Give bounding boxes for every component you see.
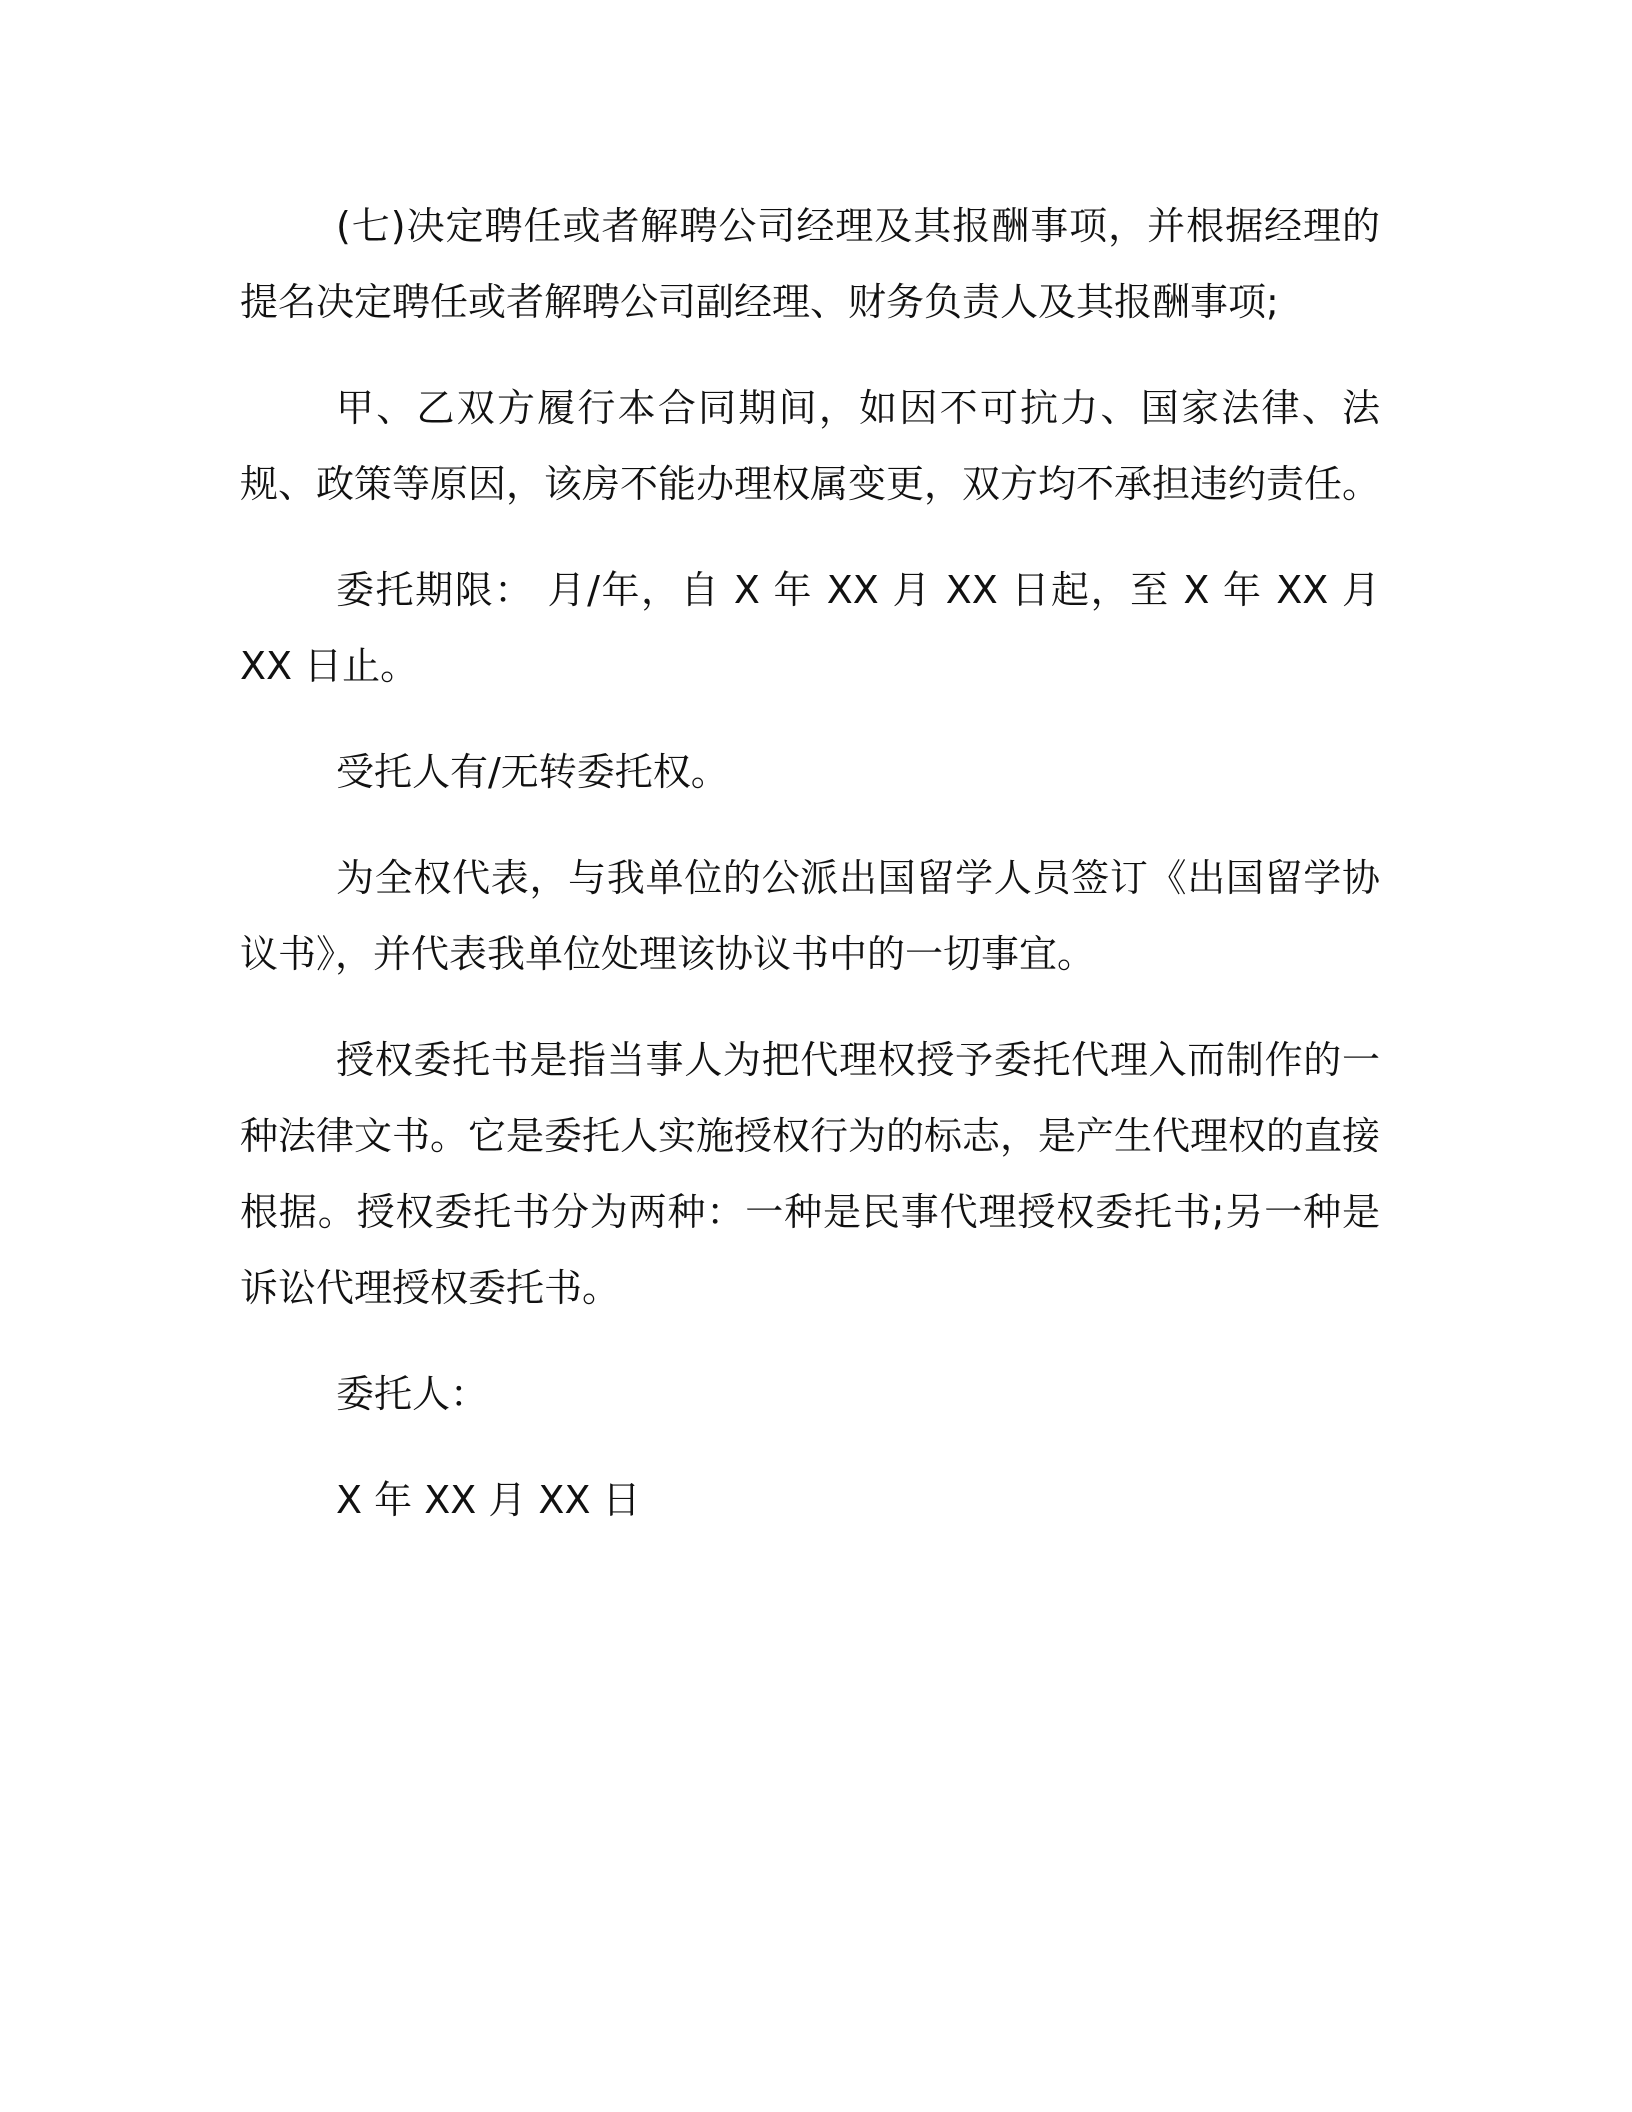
paragraph-sub-delegation: 受托人有/无转委托权。	[336, 750, 729, 794]
signature-principal-label: 委托人：	[336, 1372, 489, 1416]
paragraph-duties: (七)决定聘任或者解聘公司经理及其报酬事项，并根据经理的提名决定聘任或者解聘公司副经理、财务负责人及其报酬事项;	[240, 204, 1380, 324]
signature-date: X 年 XX 月 XX 日	[336, 1478, 641, 1522]
paragraph-term: 委托期限： 月/年，自 X 年 XX 月 XX 日起，至 X 年 XX 月 XX 日止。	[240, 568, 1380, 688]
paragraph-force-majeure: 甲、乙双方履行本合同期间，如因不可抗力、国家法律、法规、政策等原因，该房不能办理权属变更，双方均不承担违约责任。	[240, 386, 1381, 506]
paragraph-representative: 为全权代表，与我单位的公派出国留学人员签订《出国留学协议书》，并代表我单位处理该协议书中的一切事宜。	[240, 856, 1380, 976]
document-body	[240, 188, 1380, 1568]
paragraph-definition: 授权委托书是指当事人为把代理权授予委托代理入而制作的一种法律文书。它是委托人实施授权行为的标志，是产生代理权的直接根据。授权委托书分为两种：一种是民事代理授权委托书;另一种是诉讼代理授权委托书。	[240, 1038, 1381, 1310]
